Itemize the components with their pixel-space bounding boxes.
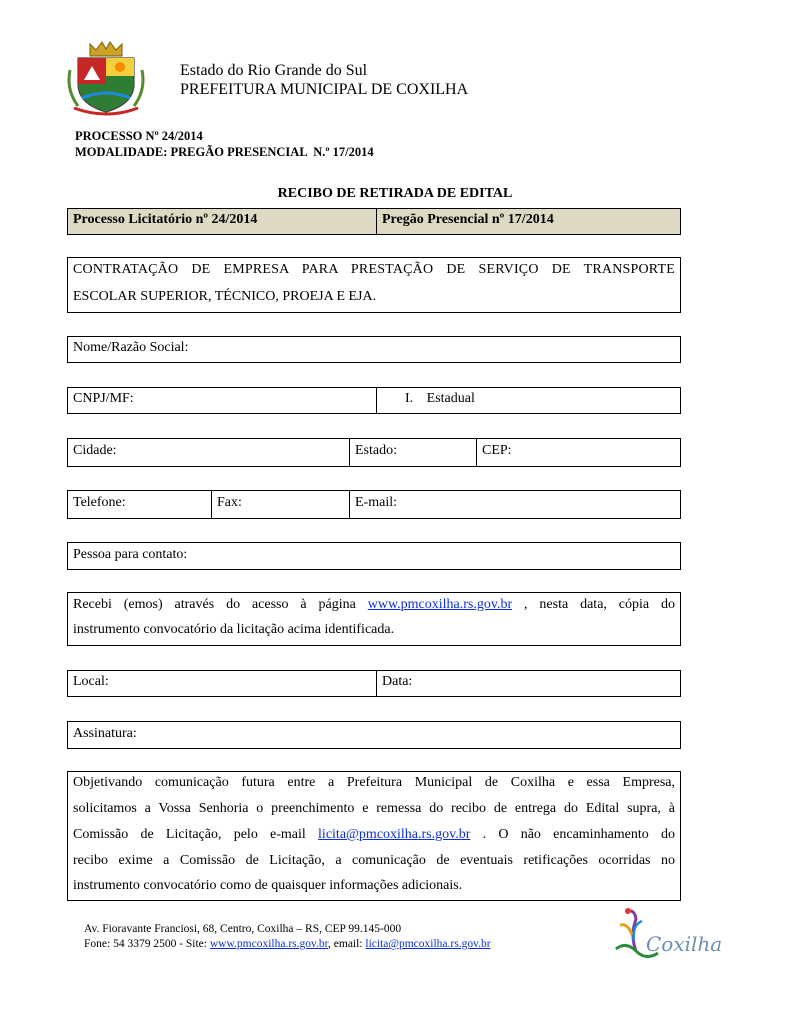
notice-line-5: instrumento convocatório como de quaisquer informações adicionais.	[73, 878, 463, 893]
local-data-row	[67, 670, 681, 697]
processo-licitatorio-cell: Processo Licitatório nº 24/2014	[73, 212, 258, 227]
footer-contacts	[84, 938, 491, 950]
notice-line-1: Objetivando comunicação futura entre a Prefeitura Municipal de Coxilha e essa Empresa,	[73, 775, 675, 790]
contato-label: Pessoa para contato:	[73, 547, 188, 562]
cidade-field[interactable]	[68, 439, 349, 466]
cnpj-row	[67, 387, 681, 414]
estado-label: Estado:	[355, 443, 397, 458]
nome-label: Nome/Razão Social:	[73, 340, 189, 355]
email-field[interactable]	[349, 491, 680, 518]
receipt-text-pre: Recebi (emos) através do acesso à página	[73, 597, 356, 612]
coxilha-logo-text: Coxilha	[646, 932, 723, 956]
assinatura-label: Assinatura:	[73, 726, 137, 741]
cnpj-field[interactable]	[68, 388, 376, 413]
coxilha-logo	[606, 905, 723, 971]
telefone-field[interactable]	[68, 491, 211, 518]
notice-line-2: solicitamos a Vossa Senhoria o preenchimento e remessa do recibo de entrega do Edital supra, à	[73, 801, 675, 816]
notice-text-post: . O não encaminhamento do	[482, 827, 676, 842]
data-label: Data:	[382, 674, 413, 689]
email-link[interactable]: licita@pmcoxilha.rs.gov.br	[318, 827, 471, 842]
receipt-box	[67, 592, 681, 646]
receipt-line-2: instrumento convocatório da licitação acima identificada.	[73, 622, 395, 637]
nome-field[interactable]	[67, 336, 681, 363]
cep-label: CEP:	[482, 443, 512, 458]
info-row	[67, 208, 681, 235]
state-name: Estado do Rio Grande do Sul	[180, 62, 368, 79]
receipt-line-1	[73, 597, 675, 613]
footer-phone: Fone: 54 3379 2500 - Site:	[84, 938, 207, 950]
object-line-2: ESCOLAR SUPERIOR, TÉCNICO, PROEJA E EJA.	[73, 289, 377, 304]
cep-field[interactable]	[476, 439, 680, 466]
modalidade-line: MODALIDADE: PREGÃO PRESENCIAL N.º 17/2014	[75, 145, 374, 159]
estado-field[interactable]	[349, 439, 476, 466]
coat-of-arms-logo	[64, 40, 148, 116]
receipt-text-post: , nesta data, cópia do	[524, 597, 676, 612]
footer-address: Av. Fioravante Franciosi, 68, Centro, Coxilha – RS, CEP 99.145-000	[84, 923, 402, 935]
footer-email-label: , email:	[328, 938, 363, 950]
object-line-1: CONTRATAÇÃO DE EMPRESA PARA PRESTAÇÃO DE SERVIÇO DE TRANSPORTE	[73, 262, 675, 277]
cidade-row	[67, 438, 681, 467]
pregao-presencial-cell: Pregão Presencial nº 17/2014	[376, 209, 680, 234]
fax-label: Fax:	[217, 495, 242, 510]
local-label: Local:	[73, 674, 109, 689]
notice-box	[67, 771, 681, 901]
notice-text-pre: Comissão de Licitação, pelo e-mail	[73, 827, 306, 842]
telefone-label: Telefone:	[73, 495, 126, 510]
site-link[interactable]: www.pmcoxilha.rs.gov.br	[367, 597, 513, 612]
contact-row	[67, 490, 681, 519]
footer-site-link[interactable]: www.pmcoxilha.rs.gov.br	[209, 938, 329, 950]
cnpj-label: CNPJ/MF:	[73, 391, 134, 406]
data-field[interactable]	[376, 671, 680, 696]
municipality-name: PREFEITURA MUNICIPAL DE COXILHA	[180, 81, 469, 98]
footer-email-link[interactable]: licita@pmcoxilha.rs.gov.br	[365, 938, 491, 950]
local-field[interactable]	[68, 671, 376, 696]
contato-field[interactable]	[67, 542, 681, 570]
assinatura-field[interactable]	[67, 721, 681, 749]
fax-field[interactable]	[211, 491, 349, 518]
ie-label: Estadual	[426, 391, 475, 406]
notice-line-3	[73, 827, 675, 843]
email-label: E-mail:	[355, 495, 397, 510]
page-title: RECIBO DE RETIRADA DE EDITAL	[277, 186, 513, 201]
ie-number: I.	[405, 391, 414, 406]
notice-line-4: recibo exime a Comissão de Licitação, a comunicação de eventuais retificações ocorridas no	[73, 853, 675, 868]
cidade-label: Cidade:	[73, 443, 117, 458]
object-box	[67, 257, 681, 313]
inscricao-estadual-field[interactable]	[376, 388, 680, 413]
processo-number: PROCESSO Nº 24/2014	[75, 129, 203, 143]
